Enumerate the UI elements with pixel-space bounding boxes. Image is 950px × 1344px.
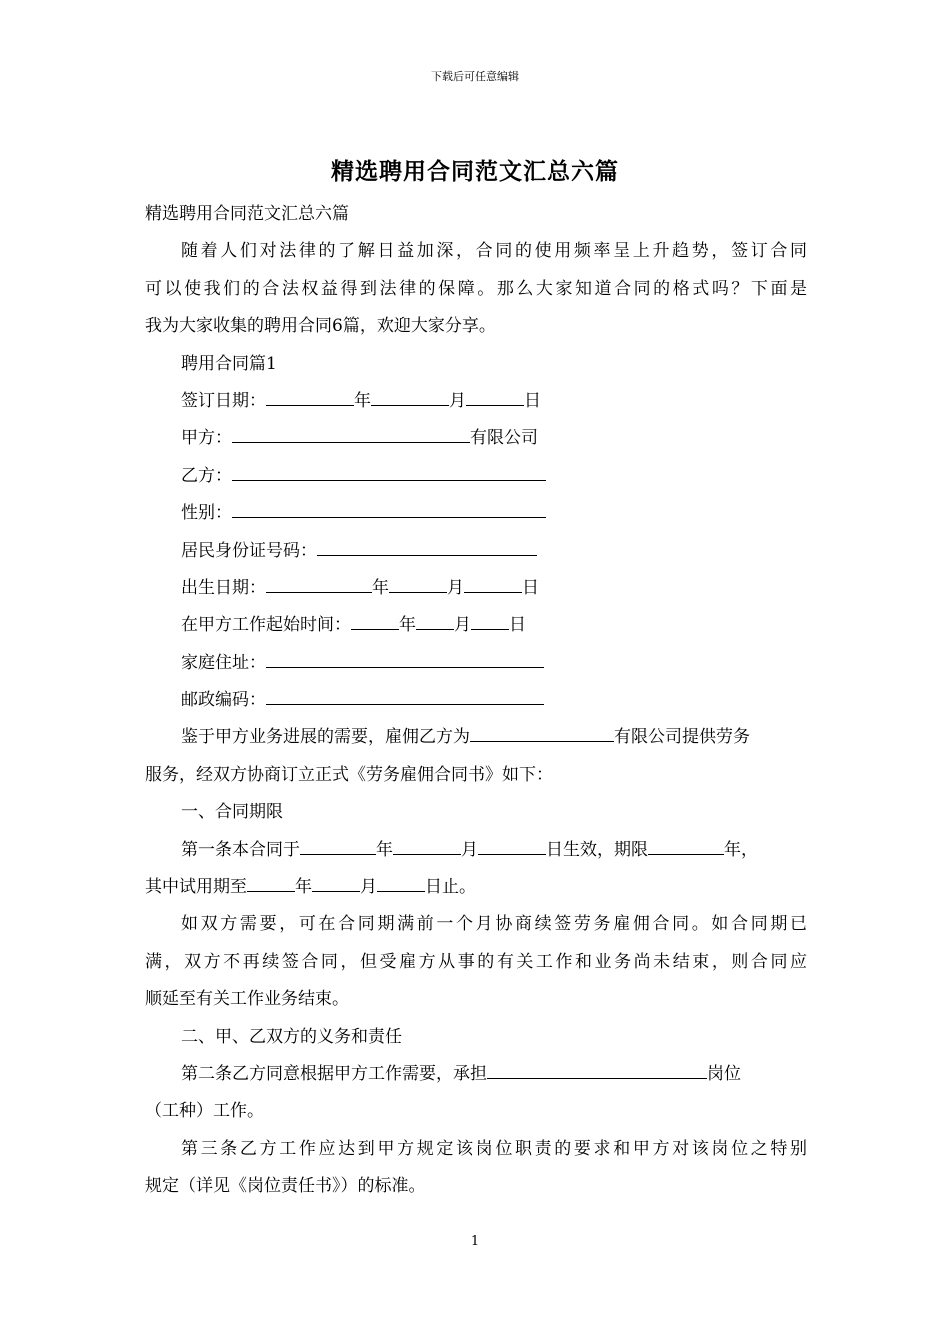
- article-2-line-2: （工种）工作。: [145, 1101, 264, 1122]
- blank-line[interactable]: [393, 839, 461, 855]
- preamble-text: 有限公司提供劳务: [614, 727, 750, 748]
- year-label: 年: [354, 390, 371, 411]
- renewal-line-3: 顺延至有关工作业务结束。: [145, 989, 349, 1010]
- field-id-number: [145, 533, 807, 570]
- document-body: [145, 196, 807, 1206]
- blank-line[interactable]: [317, 540, 537, 556]
- field-label: 乙方：: [181, 465, 232, 486]
- section-heading: 聘用合同篇1: [181, 353, 277, 374]
- day-label: 日: [524, 390, 541, 411]
- blank-line[interactable]: [232, 465, 546, 481]
- blank-line[interactable]: [247, 876, 295, 892]
- blank-line[interactable]: [470, 726, 614, 742]
- month-label: 月: [360, 877, 377, 898]
- blank-line[interactable]: [464, 577, 522, 593]
- month-label: 月: [447, 577, 464, 598]
- year-label: 年: [372, 577, 389, 598]
- chapter-heading-2: 二、甲、乙双方的义务和责任: [181, 1026, 402, 1047]
- header-note: 下载后可任意编辑: [431, 70, 519, 83]
- blank-line[interactable]: [487, 1063, 707, 1079]
- field-postcode: [145, 682, 807, 719]
- article-3-line-2: 规定（详见《岗位责任书》）的标准。: [145, 1176, 426, 1197]
- field-sign-date: [145, 383, 807, 420]
- blank-line[interactable]: [478, 839, 546, 855]
- document-subtitle: 精选聘用合同范文汇总六篇: [145, 204, 349, 224]
- intro-line-1: 随着人们对法律的了解日益加深，合同的使用频率呈上升趋势，签订合同: [181, 241, 807, 262]
- blank-line[interactable]: [377, 876, 425, 892]
- blank-line[interactable]: [300, 839, 376, 855]
- field-gender: [145, 495, 807, 532]
- field-label: 出生日期：: [181, 577, 266, 598]
- field-label: 居民身份证号码：: [181, 540, 317, 561]
- blank-line[interactable]: [351, 614, 399, 630]
- month-label: 月: [454, 615, 471, 636]
- article-text: 其中试用期至: [145, 877, 247, 898]
- article-3-line-1: 第三条乙方工作应达到甲方规定该岗位职责的要求和甲方对该岗位之特别: [181, 1138, 807, 1159]
- article-text: 第一条本合同于: [181, 839, 300, 860]
- blank-line[interactable]: [266, 652, 544, 668]
- page-number: 1: [470, 1234, 480, 1249]
- blank-line[interactable]: [266, 390, 354, 406]
- blank-line[interactable]: [312, 876, 360, 892]
- month-label: 月: [449, 390, 466, 411]
- blank-line[interactable]: [232, 502, 546, 518]
- article-1-line-1: [145, 832, 807, 869]
- article-text: 日生效，期限: [546, 839, 648, 860]
- blank-line[interactable]: [648, 839, 724, 855]
- year-label: 年: [399, 615, 416, 636]
- field-label: 性别：: [181, 503, 232, 524]
- field-party-a: [145, 420, 807, 457]
- field-label: 签订日期：: [181, 390, 266, 411]
- year-label: 年: [295, 877, 312, 898]
- article-2-line-1: [145, 1056, 807, 1093]
- preamble-text: 鉴于甲方业务进展的需要，雇佣乙方为: [181, 727, 470, 748]
- article-1-line-2: [145, 869, 807, 906]
- renewal-line-2: 满，双方不再续签合同，但受雇方从事的有关工作和业务尚未结束，则合同应: [145, 951, 807, 972]
- chapter-heading-1: 一、合同期限: [181, 802, 283, 823]
- blank-line[interactable]: [266, 577, 372, 593]
- blank-line[interactable]: [466, 390, 524, 406]
- intro-line-3: 我为大家收集的聘用合同6篇，欢迎大家分享。: [145, 316, 496, 337]
- field-start-date: [145, 607, 807, 644]
- year-label: 年，: [724, 839, 758, 860]
- blank-line[interactable]: [416, 614, 454, 630]
- preamble-line-2: 服务，经双方协商订立正式《劳务雇佣合同书》如下：: [145, 764, 553, 785]
- article-text: 第二条乙方同意根据甲方工作需要，承担: [181, 1063, 487, 1084]
- day-label: 日: [522, 577, 539, 598]
- field-birth-date: [145, 570, 807, 607]
- preamble-line-1: [145, 719, 807, 756]
- field-address: [145, 645, 807, 682]
- field-party-b: [145, 458, 807, 495]
- field-label: 在甲方工作起始时间：: [181, 615, 351, 636]
- year-label: 年: [376, 839, 393, 860]
- document-title: 精选聘用合同范文汇总六篇: [331, 158, 619, 185]
- field-label: 邮政编码：: [181, 690, 266, 711]
- blank-line[interactable]: [232, 427, 470, 443]
- field-suffix: 有限公司: [470, 428, 538, 449]
- month-label: 月: [461, 839, 478, 860]
- renewal-line-1: 如双方需要，可在合同期满前一个月协商续签劳务雇佣合同。如合同期已: [181, 914, 807, 935]
- article-text: 岗位: [707, 1063, 741, 1084]
- field-label: 甲方：: [181, 428, 232, 449]
- blank-line[interactable]: [471, 614, 509, 630]
- blank-line[interactable]: [266, 689, 544, 705]
- blank-line[interactable]: [371, 390, 449, 406]
- day-label: 日: [509, 615, 526, 636]
- intro-line-2: 可以使我们的合法权益得到法律的保障。那么大家知道合同的格式吗？下面是: [145, 278, 807, 299]
- field-label: 家庭住址：: [181, 652, 266, 673]
- blank-line[interactable]: [389, 577, 447, 593]
- article-text: 日止。: [425, 877, 476, 898]
